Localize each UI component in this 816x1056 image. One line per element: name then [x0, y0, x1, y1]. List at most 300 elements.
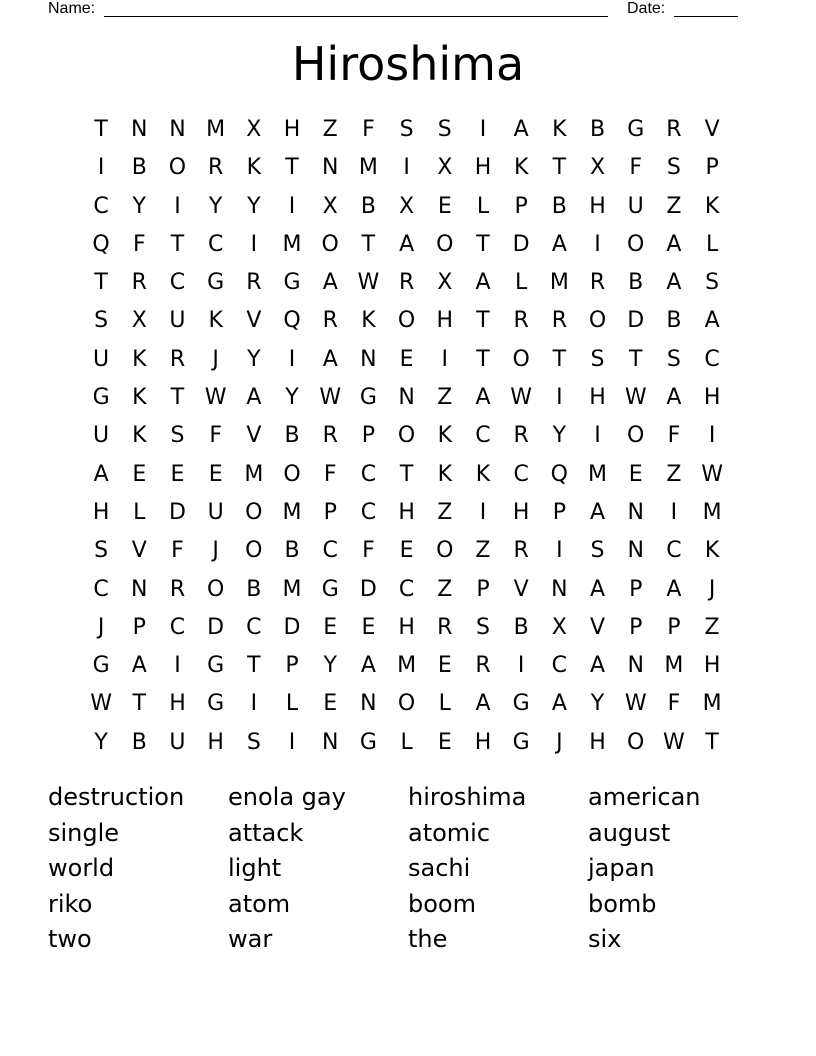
grid-letter: Z — [437, 576, 453, 602]
grid-letter: K — [437, 423, 452, 449]
grid-letter: T — [476, 231, 490, 257]
grid-letter: X — [551, 614, 567, 640]
grid-letter: A — [551, 691, 567, 717]
grid-row — [82, 685, 731, 723]
grid-letter: R — [513, 538, 529, 564]
grid-letter: B — [131, 155, 147, 181]
grid-letter: B — [246, 576, 262, 602]
grid-row — [82, 417, 731, 455]
grid-letter: I — [403, 155, 410, 181]
grid-letter: A — [93, 461, 109, 487]
grid-letter: C — [207, 231, 224, 257]
grid-letter: Y — [247, 193, 261, 219]
grid-letter: J — [708, 576, 716, 602]
grid-letter: Y — [552, 423, 567, 449]
grid-letter: Y — [590, 691, 605, 717]
grid-letter: I — [594, 231, 601, 257]
grid-letter: F — [171, 538, 184, 564]
grid-letter: J — [212, 346, 219, 372]
grid-letter: H — [589, 729, 606, 755]
grid-letter: S — [170, 423, 185, 449]
grid-letter: O — [206, 576, 225, 602]
grid-letter: N — [360, 691, 377, 717]
grid-letter: E — [437, 729, 452, 755]
word-list-item: atom — [228, 889, 291, 918]
word-list — [48, 780, 768, 958]
name-label: Name: — [48, 0, 96, 17]
grid-letter: R — [666, 117, 682, 142]
grid-row — [82, 647, 731, 685]
grid-letter: K — [132, 346, 147, 372]
grid-letter: C — [398, 576, 415, 602]
grid-letter: O — [512, 346, 530, 372]
grid-letter: N — [360, 346, 377, 372]
grid-letter: E — [323, 691, 338, 717]
grid-letter: K — [132, 385, 147, 411]
grid-letter: K — [437, 461, 452, 487]
grid-letter: U — [93, 423, 110, 449]
grid-letter: L — [515, 270, 528, 296]
grid-letter: B — [284, 538, 300, 564]
word-list-item: two — [48, 925, 92, 953]
word-list-item: boom — [408, 889, 476, 918]
grid-letter: Z — [437, 499, 453, 525]
grid-letter: P — [285, 653, 299, 679]
grid-letter: Y — [208, 193, 223, 219]
grid-letter: Z — [475, 538, 491, 564]
grid-letter: O — [627, 729, 645, 755]
grid-letter: I — [556, 385, 563, 411]
grid-letter: H — [398, 614, 415, 640]
grid-letter: Y — [285, 385, 299, 411]
grid-letter: P — [552, 499, 566, 525]
grid-letter: W — [624, 691, 647, 717]
grid-letter: A — [513, 117, 529, 142]
grid-letter: W — [624, 385, 647, 411]
word-list-item: japan — [588, 854, 655, 882]
grid-letter: L — [133, 499, 146, 525]
grid-letter: B — [513, 614, 529, 640]
grid-letter: M — [282, 499, 302, 525]
grid-letter: O — [397, 423, 416, 449]
grid-letter: E — [399, 346, 414, 372]
grid-letter: C — [475, 423, 491, 449]
grid-letter: H — [474, 729, 492, 755]
grid-letter: F — [209, 423, 222, 449]
grid-letter: J — [97, 614, 105, 640]
grid-letter: G — [207, 270, 225, 296]
grid-letter: U — [93, 346, 110, 372]
grid-letter: V — [513, 576, 529, 602]
grid-letter: G — [359, 385, 377, 411]
grid-row — [82, 149, 731, 187]
grid-letter: A — [399, 231, 415, 257]
grid-letter: Z — [666, 461, 682, 487]
grid-letter: T — [94, 270, 108, 296]
grid-letter: R — [169, 346, 186, 372]
grid-letter: C — [666, 538, 682, 564]
grid-letter: G — [207, 653, 225, 679]
grid-letter: C — [169, 614, 186, 640]
grid-letter: T — [705, 729, 719, 755]
grid-letter: G — [283, 270, 301, 296]
word-list-item: bomb — [588, 889, 657, 918]
grid-letter: F — [323, 461, 337, 487]
grid-letter: O — [168, 155, 187, 181]
grid-letter: D — [512, 231, 530, 257]
grid-letter: O — [245, 538, 263, 564]
grid-letter: L — [285, 691, 299, 717]
grid-row — [82, 264, 731, 302]
grid-letter: M — [588, 461, 608, 487]
date-label: Date: — [627, 0, 666, 17]
grid-letter: I — [556, 538, 563, 564]
grid-letter: R — [513, 423, 529, 449]
grid-letter: K — [208, 308, 223, 334]
grid-letter: C — [246, 614, 262, 640]
grid-letter: M — [702, 499, 722, 525]
grid-letter: H — [703, 653, 721, 679]
grid-row — [82, 302, 731, 340]
grid-letter: G — [207, 691, 225, 717]
grid-letter: I — [288, 346, 296, 372]
grid-letter: P — [629, 576, 643, 602]
grid-letter: I — [594, 423, 601, 449]
grid-letter: N — [169, 117, 186, 142]
grid-letter: R — [208, 155, 224, 181]
grid-letter: H — [589, 385, 606, 411]
grid-letter: O — [436, 231, 454, 257]
grid-letter: H — [283, 117, 301, 142]
grid-letter: G — [512, 691, 530, 717]
grid-letter: X — [437, 155, 453, 181]
grid-letter: O — [283, 461, 301, 487]
word-list-item: destruction — [48, 783, 185, 811]
grid-letter: R — [322, 423, 338, 449]
grid-letter: H — [398, 499, 415, 525]
grid-letter: R — [551, 308, 567, 334]
worksheet-header — [48, 0, 748, 22]
grid-letter: T — [361, 231, 376, 257]
grid-letter: M — [664, 653, 684, 679]
grid-row — [82, 379, 731, 417]
word-list-item: world — [48, 854, 115, 882]
grid-letter: A — [666, 385, 682, 411]
grid-letter: T — [552, 155, 567, 181]
word-list-item: six — [588, 925, 622, 953]
grid-letter: K — [475, 461, 491, 487]
grid-letter: P — [476, 576, 490, 602]
word-list-item: atomic — [408, 818, 491, 847]
grid-letter: C — [360, 499, 377, 525]
grid-letter: P — [667, 614, 681, 640]
date-blank-line — [674, 16, 738, 17]
page-title: Hiroshima — [291, 37, 525, 91]
word-list-item: riko — [48, 889, 93, 918]
grid-letter: Z — [322, 117, 338, 142]
word-list-item: attack — [228, 818, 304, 847]
grid-letter: T — [170, 385, 185, 411]
grid-letter: H — [436, 308, 454, 334]
grid-letter: T — [552, 346, 567, 372]
grid-letter: F — [667, 423, 681, 449]
grid-letter: Z — [437, 385, 453, 411]
grid-letter: A — [551, 231, 567, 257]
word-list-item: hiroshima — [408, 783, 527, 811]
grid-letter: L — [400, 729, 413, 755]
grid-letter: Q — [92, 231, 110, 257]
grid-letter: F — [362, 117, 375, 142]
grid-letter: Z — [704, 614, 720, 640]
grid-letter: W — [319, 385, 342, 411]
grid-letter: P — [323, 499, 337, 525]
grid-letter: K — [246, 155, 262, 181]
grid-letter: I — [670, 499, 678, 525]
grid-letter: K — [513, 155, 529, 181]
grid-letter: S — [94, 538, 109, 564]
grid-letter: I — [517, 653, 525, 679]
grid-letter: G — [92, 385, 110, 411]
grid-letter: T — [94, 117, 108, 142]
grid-letter: I — [708, 423, 716, 449]
grid-letter: D — [207, 614, 225, 640]
grid-letter: N — [321, 155, 339, 181]
grid-letter: O — [627, 423, 645, 449]
grid-letter: K — [132, 423, 147, 449]
grid-letter: A — [590, 653, 606, 679]
grid-letter: M — [206, 117, 226, 142]
word-list-item: single — [48, 818, 120, 847]
grid-letter: U — [207, 499, 224, 525]
grid-letter: F — [132, 231, 146, 257]
grid-letter: B — [628, 270, 644, 296]
grid-letter: B — [589, 117, 606, 142]
grid-letter: O — [627, 231, 645, 257]
grid-letter: E — [323, 614, 338, 640]
grid-letter: F — [362, 538, 375, 564]
grid-letter: Y — [94, 729, 108, 755]
grid-letter: N — [321, 729, 339, 755]
grid-letter: R — [437, 614, 453, 640]
grid-letter: M — [702, 691, 722, 717]
grid-letter: V — [131, 538, 147, 564]
grid-letter: C — [513, 461, 529, 487]
grid-letter: T — [170, 231, 185, 257]
grid-letter: N — [551, 576, 568, 602]
grid-letter: N — [131, 117, 148, 142]
grid-letter: G — [359, 729, 377, 755]
grid-letter: R — [475, 653, 491, 679]
grid-letter: T — [132, 691, 146, 717]
word-list-item: sachi — [408, 854, 471, 882]
grid-letter: S — [246, 729, 261, 755]
grid-letter: O — [588, 308, 607, 334]
grid-row — [82, 609, 731, 647]
grid-letter: O — [245, 499, 263, 525]
grid-letter: I — [479, 499, 487, 525]
grid-letter: P — [132, 614, 146, 640]
grid-letter: I — [250, 231, 258, 257]
grid-row — [82, 111, 731, 149]
grid-letter: K — [704, 538, 720, 564]
grid-letter: B — [666, 308, 682, 334]
grid-letter: C — [360, 461, 377, 487]
grid-letter: F — [629, 155, 643, 181]
grid-letter: T — [247, 653, 261, 679]
grid-letter: U — [627, 193, 644, 219]
grid-letter: F — [667, 691, 681, 717]
grid-letter: P — [629, 614, 643, 640]
grid-letter: I — [174, 193, 181, 219]
grid-letter: S — [666, 155, 681, 181]
grid-letter: P — [514, 193, 528, 219]
grid-letter: W — [701, 461, 723, 487]
grid-letter: J — [212, 538, 219, 564]
grid-letter: B — [551, 193, 567, 219]
grid-letter: H — [169, 691, 186, 717]
grid-letter: R — [589, 270, 606, 296]
grid-letter: M — [244, 461, 264, 487]
grid-letter: Q — [283, 308, 301, 334]
grid-letter: S — [475, 614, 490, 640]
grid-letter: A — [322, 270, 338, 296]
grid-letter: D — [359, 576, 377, 602]
grid-letter: M — [397, 653, 417, 679]
grid-letter: E — [437, 193, 452, 219]
grid-letter: C — [93, 193, 109, 219]
grid-letter: H — [589, 193, 606, 219]
grid-letter: M — [549, 270, 569, 296]
grid-letter: O — [397, 308, 416, 334]
grid-letter: N — [627, 653, 644, 679]
grid-letter: B — [131, 729, 147, 755]
grid-letter: E — [437, 653, 452, 679]
word-list-item: light — [228, 854, 282, 882]
grid-letter: W — [663, 729, 685, 755]
grid-letter: T — [399, 461, 414, 487]
grid-letter: I — [441, 346, 449, 372]
grid-letter: B — [284, 423, 300, 449]
grid-row — [82, 341, 731, 379]
grid-letter: S — [590, 538, 605, 564]
grid-letter: N — [627, 538, 644, 564]
grid-letter: R — [398, 270, 415, 296]
grid-letter: A — [704, 308, 720, 334]
grid-letter: S — [437, 117, 452, 142]
grid-row — [82, 456, 731, 494]
grid-letter: N — [398, 385, 415, 411]
grid-letter: Z — [666, 193, 682, 219]
letter-grid — [82, 111, 731, 762]
grid-letter: W — [90, 691, 112, 717]
grid-letter: U — [169, 729, 186, 755]
word-list-item: enola gay — [228, 783, 346, 811]
grid-letter: Y — [247, 346, 261, 372]
grid-letter: A — [475, 385, 491, 411]
grid-letter: L — [705, 231, 719, 257]
grid-letter: P — [705, 155, 719, 181]
grid-letter: A — [666, 270, 682, 296]
grid-letter: R — [169, 576, 186, 602]
grid-letter: V — [590, 614, 606, 640]
grid-letter: L — [438, 691, 451, 717]
grid-letter: P — [361, 423, 376, 449]
grid-row — [82, 494, 731, 532]
grid-letter: Y — [132, 193, 146, 219]
grid-letter: I — [479, 117, 487, 142]
grid-letter: N — [131, 576, 148, 602]
grid-letter: A — [246, 385, 262, 411]
grid-letter: A — [475, 691, 491, 717]
grid-letter: X — [589, 155, 606, 181]
grid-letter: H — [703, 385, 721, 411]
grid-letter: E — [170, 461, 185, 487]
grid-letter: X — [399, 193, 415, 219]
grid-letter: O — [436, 538, 454, 564]
grid-letter: S — [590, 346, 605, 372]
grid-letter: U — [169, 308, 186, 334]
grid-letter: E — [399, 538, 414, 564]
grid-letter: R — [131, 270, 147, 296]
grid-letter: R — [322, 308, 338, 334]
grid-letter: A — [590, 499, 606, 525]
grid-letter: I — [250, 691, 258, 717]
grid-letter: E — [361, 614, 376, 640]
grid-letter: T — [476, 346, 490, 372]
grid-letter: G — [321, 576, 339, 602]
grid-letter: A — [666, 231, 682, 257]
grid-letter: H — [512, 499, 530, 525]
grid-letter: H — [474, 155, 492, 181]
grid-letter: S — [399, 117, 414, 142]
grid-letter: S — [705, 270, 720, 296]
grid-letter: T — [476, 308, 490, 334]
grid-letter: W — [357, 270, 380, 296]
grid-letter: W — [204, 385, 227, 411]
grid-letter: K — [704, 193, 720, 219]
grid-letter: H — [207, 729, 224, 755]
grid-row — [82, 226, 731, 264]
name-blank-line — [104, 16, 608, 17]
grid-letter: S — [94, 308, 109, 334]
grid-letter: I — [288, 193, 296, 219]
grid-row — [82, 724, 731, 762]
grid-letter: A — [475, 270, 491, 296]
grid-letter: A — [666, 576, 682, 602]
grid-letter: M — [282, 576, 302, 602]
grid-letter: O — [321, 231, 339, 257]
grid-letter: V — [246, 308, 262, 334]
grid-letter: E — [208, 461, 223, 487]
grid-letter: C — [169, 270, 186, 296]
grid-letter: A — [360, 653, 376, 679]
grid-letter: Y — [323, 653, 337, 679]
grid-row — [82, 571, 731, 609]
grid-letter: X — [322, 193, 338, 219]
grid-letter: C — [551, 653, 568, 679]
grid-letter: G — [92, 653, 110, 679]
grid-letter: C — [93, 576, 109, 602]
grid-letter: X — [246, 117, 262, 142]
word-list-item: the — [408, 925, 448, 953]
grid-letter: A — [131, 653, 147, 679]
grid-letter: X — [437, 270, 453, 296]
grid-letter: I — [97, 155, 105, 181]
grid-letter: M — [282, 231, 302, 257]
word-list-item: american — [588, 783, 701, 811]
grid-letter: E — [132, 461, 147, 487]
grid-letter: R — [246, 270, 262, 296]
